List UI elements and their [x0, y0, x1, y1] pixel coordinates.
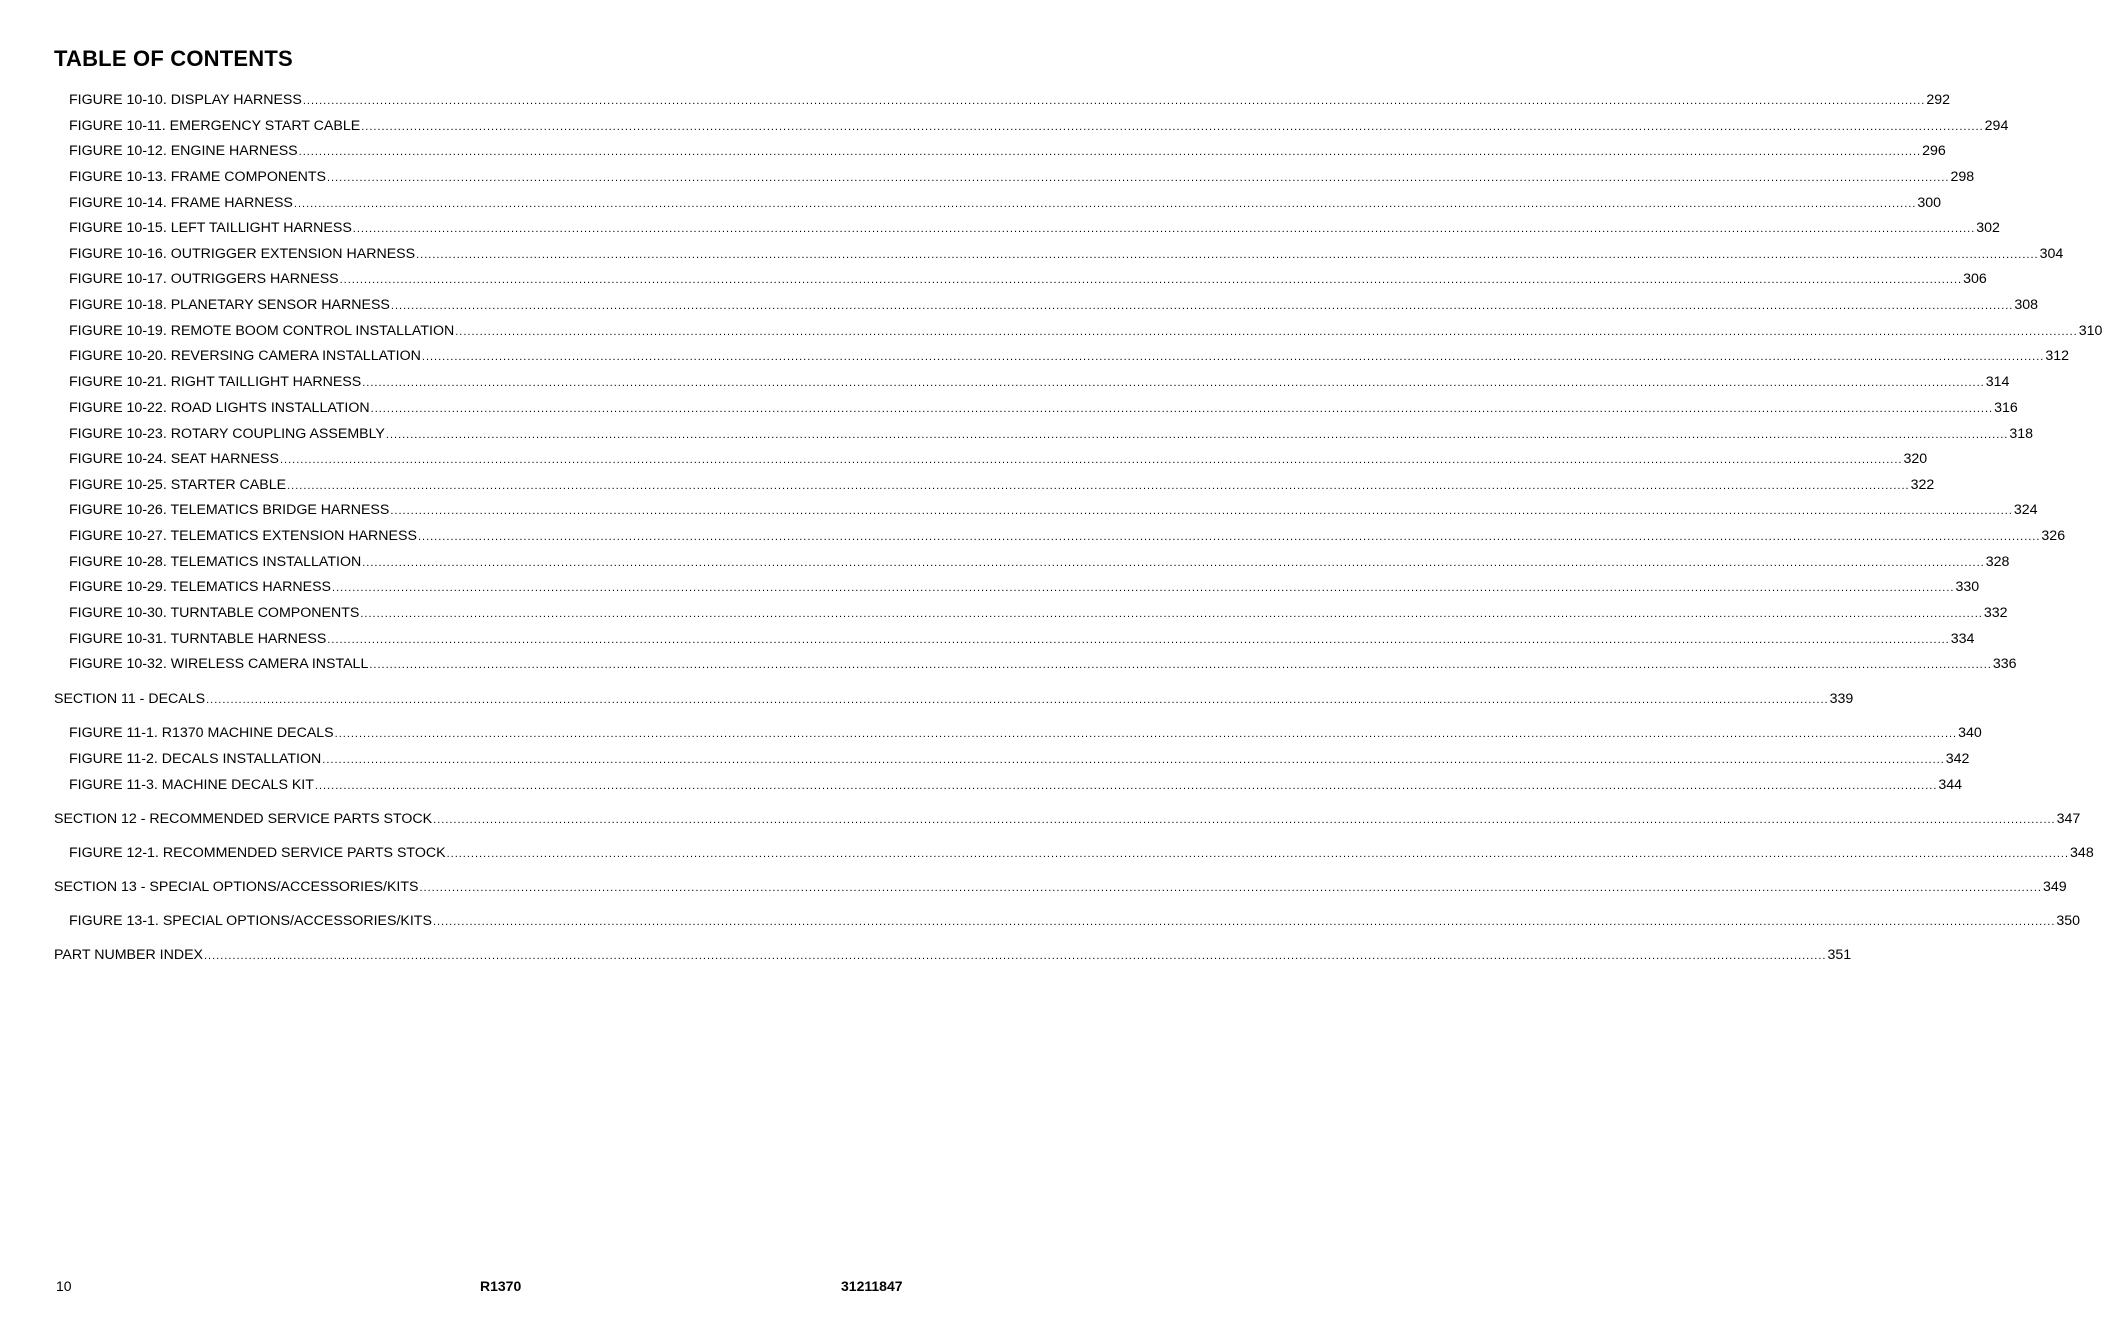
toc-figure-entry[interactable] [69, 604, 2008, 623]
toc-figure-entry[interactable] [69, 194, 1942, 213]
toc-figure-entry[interactable] [69, 91, 1951, 110]
toc-entry-page: 296 [1922, 143, 1946, 159]
toc-entry-page: 349 [2042, 879, 2067, 895]
toc-entry-label: FIGURE 10-32. WIRELESS CAMERA INSTALL [69, 656, 369, 672]
toc-figure-entry[interactable] [69, 844, 2094, 863]
toc-entry-page: 308 [2014, 297, 2039, 313]
toc-dot-leader: ................................................................................................................................................................................................................................................................................................................................................................................................................ [327, 172, 1950, 184]
toc-figure-entry[interactable] [69, 553, 2010, 572]
toc-figure-entry[interactable] [69, 912, 2081, 931]
toc-entry-label: FIGURE 10-29. TELEMATICS HARNESS [69, 579, 332, 595]
toc-dot-leader: ................................................................................................................................................................................................................................................................................................................................................................................................................ [302, 95, 1926, 107]
toc-dot-leader: ................................................................................................................................................................................................................................................................................................................................................................................................................ [280, 454, 1903, 466]
toc-entry-label: SECTION 13 - SPECIAL OPTIONS/ACCESSORIES/KITS [54, 879, 419, 895]
toc-figure-entry[interactable] [69, 117, 2009, 136]
toc-entry-label: FIGURE 10-26. TELEMATICS BRIDGE HARNESS [69, 502, 390, 518]
toc-entry-page: 330 [1955, 579, 1980, 595]
toc-entry-page: 328 [1985, 554, 2010, 570]
toc-figure-entry[interactable] [69, 527, 2066, 546]
toc-dot-leader: ................................................................................................................................................................................................................................................................................................................................................................................................................ [390, 505, 2013, 517]
toc-figure-entry[interactable] [69, 450, 1928, 469]
toc-entry-label: FIGURE 10-22. ROAD LIGHTS INSTALLATION [69, 400, 370, 416]
page-title: TABLE OF CONTENTS [54, 46, 293, 71]
toc-dot-leader: ................................................................................................................................................................................................................................................................................................................................................................................................................ [322, 754, 1945, 766]
footer-page-number: 10 [56, 1278, 72, 1294]
toc-dot-leader: ................................................................................................................................................................................................................................................................................................................................................................................................................ [421, 351, 2045, 363]
toc-figure-entry[interactable] [69, 501, 2038, 520]
toc-entry-label: FIGURE 10-25. STARTER CABLE [69, 477, 287, 493]
toc-entry-label: FIGURE 10-18. PLANETARY SENSOR HARNESS [69, 297, 390, 313]
toc-dot-leader: ................................................................................................................................................................................................................................................................................................................................................................................................................ [352, 223, 1976, 235]
toc-entry-label: FIGURE 10-12. ENGINE HARNESS [69, 143, 298, 159]
toc-entry-page: 322 [1910, 477, 1935, 493]
toc-entry-page: 304 [2039, 246, 2064, 262]
toc-dot-leader: ................................................................................................................................................................................................................................................................................................................................................................................................................ [360, 608, 1983, 620]
toc-entry-label: FIGURE 10-10. DISPLAY HARNESS [69, 92, 302, 108]
toc-figure-entry[interactable] [69, 168, 1975, 187]
toc-dot-leader: ................................................................................................................................................................................................................................................................................................................................................................................................................ [455, 326, 2078, 338]
toc-entry-label: SECTION 12 - RECOMMENDED SERVICE PARTS STOCK [54, 811, 433, 827]
footer-doc-number: 31211847 [841, 1278, 903, 1294]
toc-section-entry[interactable] [54, 946, 1852, 965]
toc-entry-page: 348 [2070, 845, 2094, 861]
toc-section-entry[interactable] [54, 690, 1854, 709]
toc-entry-page: 344 [1938, 777, 1963, 793]
toc-entry-page: 347 [2056, 811, 2081, 827]
toc-entry-page: 316 [1994, 400, 2018, 416]
toc-figure-entry[interactable] [69, 219, 2000, 238]
toc-dot-leader: ................................................................................................................................................................................................................................................................................................................................................................................................................ [293, 198, 1917, 210]
toc-dot-leader: ................................................................................................................................................................................................................................................................................................................................................................................................................ [432, 916, 2056, 928]
toc-figure-entry[interactable] [69, 578, 1980, 597]
toc-dot-leader: ................................................................................................................................................................................................................................................................................................................................................................................................................ [362, 377, 1985, 389]
toc-entry-label: FIGURE 10-24. SEAT HARNESS [69, 451, 279, 467]
toc-figure-entry[interactable] [69, 142, 1946, 161]
toc-dot-leader: ................................................................................................................................................................................................................................................................................................................................................................................................................ [361, 121, 1984, 133]
toc-entry-label: SECTION 11 - DECALS [54, 691, 206, 707]
toc-figure-entry[interactable] [69, 270, 1987, 289]
toc-entry-label: FIGURE 10-20. REVERSING CAMERA INSTALLATION [69, 348, 421, 364]
toc-dot-leader: ................................................................................................................................................................................................................................................................................................................................................................................................................ [334, 728, 1958, 740]
toc-dot-leader: ................................................................................................................................................................................................................................................................................................................................................................................................................ [370, 403, 1994, 415]
toc-entry-page: 314 [1985, 374, 2010, 390]
toc-entry-page: 334 [1950, 631, 1975, 647]
toc-entry-page: 320 [1903, 451, 1928, 467]
toc-entry-label: FIGURE 10-28. TELEMATICS INSTALLATION [69, 554, 362, 570]
toc-dot-leader: ................................................................................................................................................................................................................................................................................................................................................................................................................ [204, 950, 1827, 962]
toc-entry-page: 310 [2078, 323, 2102, 339]
toc-figure-entry[interactable] [69, 655, 2017, 674]
toc-section-entry[interactable] [54, 810, 2081, 829]
footer-model: R1370 [480, 1278, 522, 1294]
toc-figure-entry[interactable] [69, 750, 1970, 769]
toc-dot-leader: ................................................................................................................................................................................................................................................................................................................................................................................................................ [416, 249, 2039, 261]
toc-dot-leader: ................................................................................................................................................................................................................................................................................................................................................................................................................ [417, 531, 2041, 543]
toc-entry-page: 324 [2013, 502, 2038, 518]
toc-dot-leader: ................................................................................................................................................................................................................................................................................................................................................................................................................ [332, 582, 1955, 594]
toc-entry-label: PART NUMBER INDEX [54, 947, 203, 963]
toc-entry-label: FIGURE 10-14. FRAME HARNESS [69, 195, 293, 211]
toc-figure-entry[interactable] [69, 399, 2018, 418]
toc-figure-entry[interactable] [69, 245, 2064, 264]
toc-dot-leader: ................................................................................................................................................................................................................................................................................................................................................................................................................ [390, 300, 2014, 312]
toc-entry-page: 326 [2041, 528, 2066, 544]
toc-section-entry[interactable] [54, 878, 2067, 897]
toc-entry-page: 302 [1976, 220, 2000, 236]
toc-figure-entry[interactable] [69, 425, 2034, 444]
toc-dot-leader: ................................................................................................................................................................................................................................................................................................................................................................................................................ [385, 429, 2009, 441]
toc-entry-page: 298 [1950, 169, 1975, 185]
toc-figure-entry[interactable] [69, 296, 2039, 315]
toc-entry-label: FIGURE 11-2. DECALS INSTALLATION [69, 751, 322, 767]
toc-entry-page: 306 [1963, 271, 1987, 287]
toc-entry-label: FIGURE 10-19. REMOTE BOOM CONTROL INSTALLATION [69, 323, 455, 339]
toc-entry-page: 340 [1958, 725, 1982, 741]
toc-figure-entry[interactable] [69, 322, 2102, 341]
toc-figure-entry[interactable] [69, 630, 1975, 649]
toc-entry-page: 351 [1827, 947, 1852, 963]
toc-dot-leader: ................................................................................................................................................................................................................................................................................................................................................................................................................ [339, 274, 1963, 286]
toc-entry-page: 312 [2045, 348, 2070, 364]
toc-dot-leader: ................................................................................................................................................................................................................................................................................................................................................................................................................ [433, 814, 2056, 826]
toc-entry-page: 336 [1992, 656, 2017, 672]
toc-entry-label: FIGURE 10-15. LEFT TAILLIGHT HARNESS [69, 220, 352, 236]
toc-entry-label: FIGURE 10-27. TELEMATICS EXTENSION HARNESS [69, 528, 417, 544]
toc-entry-label: FIGURE 10-13. FRAME COMPONENTS [69, 169, 326, 185]
toc-entry-label: FIGURE 10-23. ROTARY COUPLING ASSEMBLY [69, 426, 385, 442]
toc-dot-leader: ................................................................................................................................................................................................................................................................................................................................................................................................................ [419, 882, 2042, 894]
toc-figure-entry[interactable] [69, 776, 1963, 795]
toc-entry-page: 350 [2056, 913, 2081, 929]
toc-entry-label: FIGURE 11-3. MACHINE DECALS KIT [69, 777, 314, 793]
toc-entry-label: FIGURE 10-16. OUTRIGGER EXTENSION HARNESS [69, 246, 416, 262]
toc-entry-page: 300 [1917, 195, 1942, 211]
toc-dot-leader: ................................................................................................................................................................................................................................................................................................................................................................................................................ [362, 557, 1985, 569]
toc-dot-leader: ................................................................................................................................................................................................................................................................................................................................................................................................................ [327, 634, 1950, 646]
toc-figure-entry[interactable] [69, 476, 1935, 495]
toc-figure-entry[interactable] [69, 724, 1982, 743]
toc-entry-page: 339 [1829, 691, 1854, 707]
toc-dot-leader: ................................................................................................................................................................................................................................................................................................................................................................................................................ [287, 480, 1910, 492]
toc-entry-label: FIGURE 12-1. RECOMMENDED SERVICE PARTS STOCK [69, 845, 446, 861]
toc-entry-label: FIGURE 10-17. OUTRIGGERS HARNESS [69, 271, 339, 287]
toc-entry-label: FIGURE 10-30. TURNTABLE COMPONENTS [69, 605, 360, 621]
toc-dot-leader: ................................................................................................................................................................................................................................................................................................................................................................................................................ [446, 848, 2070, 860]
toc-entry-label: FIGURE 10-31. TURNTABLE HARNESS [69, 631, 327, 647]
toc-entry-label: FIGURE 13-1. SPECIAL OPTIONS/ACCESSORIES/KITS [69, 913, 432, 929]
toc-dot-leader: ................................................................................................................................................................................................................................................................................................................................................................................................................ [298, 146, 1922, 158]
toc-entry-page: 294 [1984, 118, 2009, 134]
toc-entry-label: FIGURE 10-11. EMERGENCY START CABLE [69, 118, 361, 134]
toc-entry-page: 318 [2009, 426, 2034, 442]
toc-dot-leader: ................................................................................................................................................................................................................................................................................................................................................................................................................ [369, 659, 1992, 671]
toc-entry-label: FIGURE 11-1. R1370 MACHINE DECALS [69, 725, 334, 741]
toc-dot-leader: ................................................................................................................................................................................................................................................................................................................................................................................................................ [206, 694, 1829, 706]
toc-entry-label: FIGURE 10-21. RIGHT TAILLIGHT HARNESS [69, 374, 362, 390]
toc-dot-leader: ................................................................................................................................................................................................................................................................................................................................................................................................................ [314, 780, 1938, 792]
toc-figure-entry[interactable] [69, 373, 2010, 392]
toc-figure-entry[interactable] [69, 347, 2070, 366]
toc-entry-page: 292 [1926, 92, 1951, 108]
toc-entry-page: 332 [1983, 605, 2008, 621]
toc-entry-page: 342 [1945, 751, 1970, 767]
